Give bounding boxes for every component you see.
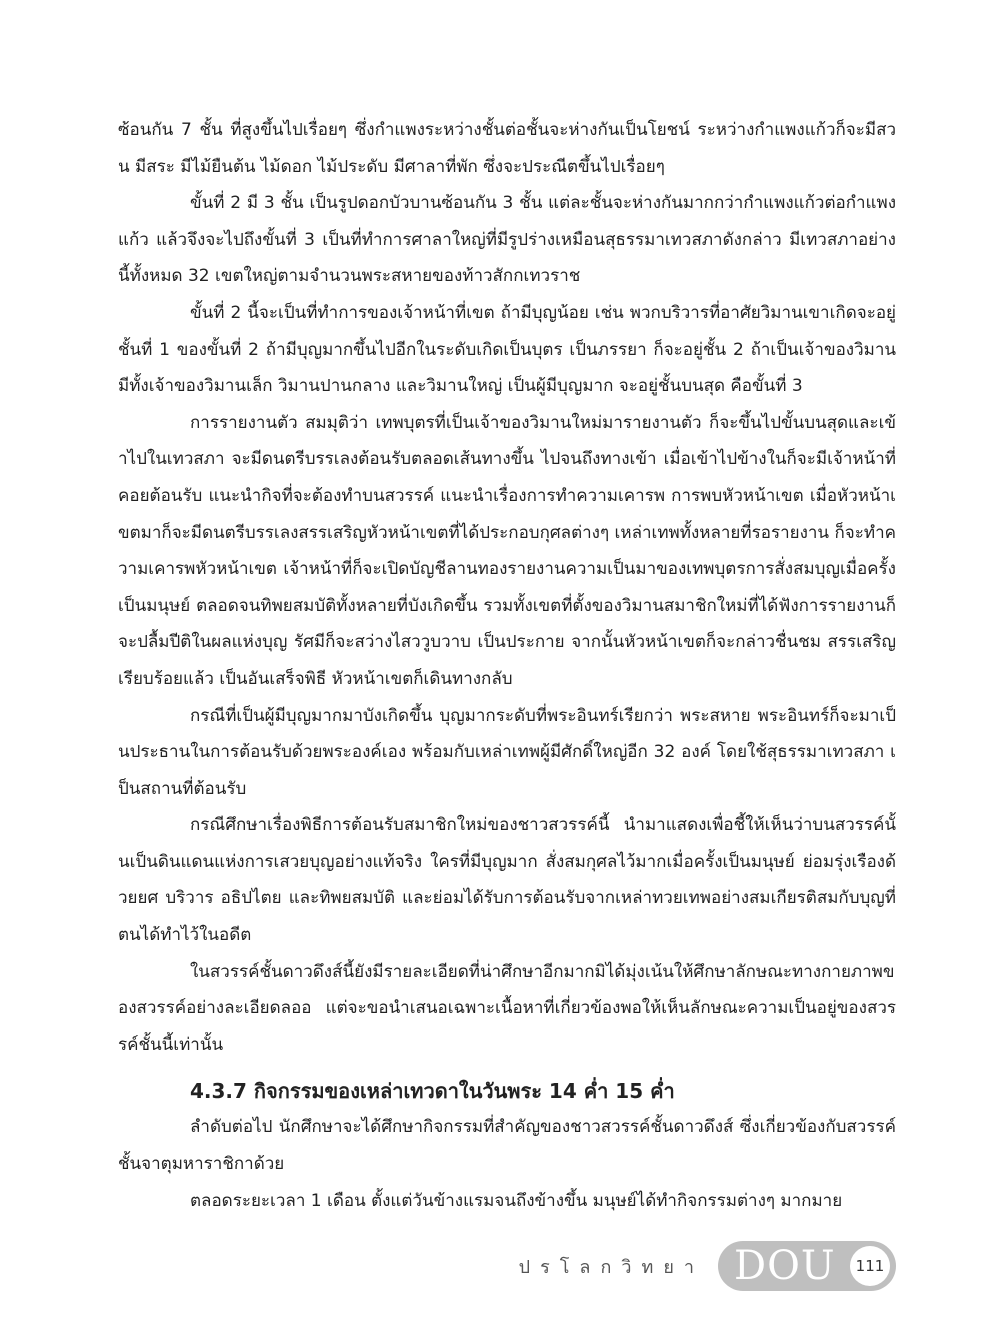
- paragraph-4: การรายงานตัว สมมุติว่า เทพบุตรที่เป็นเจ้าของวิมานใหม่มารายงานตัว ก็จะขึ้นไปขั้นบนสุดและเข้าไปในเทวสภา จะมีดนตรีบรรเลงต้อนรับตลอดเส้นทางขึ้น ไปจนถึงทางเข้า เมื่อเข้าไปข้างในก็จะมีเจ้าหน้าที่คอยต้อนรับ แนะนำกิจที่จะต้องทำบนสวรรค์ แนะนำเรื่องการทำความเคารพ การพบหัวหน้าเขต เมื่อหัวหน้าเขตมาก็จะมีดนตรีบรรเลงสรรเสริญหัวหน้าเขตที่ได้ประกอบกุศลต่างๆ เหล่าเทพทั้งหลายที่รอรายงาน ก็จะทำความเคารพหัวหน้าเขต เจ้าหน้าที่ก็จะเปิดบัญชีลานทองรายงานความเป็นมาของเทพบุตรการสั่งสมบุญเมื่อครั้งเป็นมนุษย์ ตลอดจนทิพยสมบัติทั้งหลายที่บังเกิดขึ้น รวมทั้งเขตที่ตั้งของวิมานสมาชิกใหม่ที่ได้ฟังการรายงานก็จะปลื้มปีติในผลแห่งบุญ รัศมีก็จะสว่างไสววูบวาบ เป็นประกาย จากนั้นหัวหน้าเขตก็จะกล่าวชื่นชม สรรเสริญเรียบร้อยแล้ว เป็นอันเสร็จพิธี หัวหน้าเขตก็เดินทางกลับ: [118, 412, 896, 689]
- paragraph-5: กรณีที่เป็นผู้มีบุญมากมาบังเกิดขึ้น บุญมากระดับที่พระอินทร์เรียกว่า พระสหาย พระอินทร์ก็จะมาเป็นประธานในการต้อนรับด้วยพระองค์เอง พร้อมกับเหล่าเทพผู้มีศักดิ์ใหญ่อีก 32 องค์ โดยใช้สุธรรมาเทวสภา เป็นสถานที่ต้อนรับ: [118, 705, 896, 799]
- paragraph-6: กรณีศึกษาเรื่องพิธีการต้อนรับสมาชิกใหม่ของชาวสวรรค์นี้ นำมาแสดงเพื่อชี้ให้เห็นว่าบนสวรรค์นั้นเป็นดินแดนแห่งการเสวยบุญอย่างแท้จริง ใครที่มีบุญมาก สั่งสมกุศลไว้มากเมื่อครั้งเป็นมนุษย์ ย่อมรุ่งเรืองด้วยยศ บริวาร อธิปไตย และทิพยสมบัติ และย่อมได้รับการต้อนรับจากเหล่าทวยเทพอย่างสมเกียรติสมกับบุญที่ตนได้ทำไว้ในอดีต: [118, 815, 896, 946]
- paragraph-1: ซ้อนกัน 7 ชั้น ที่สูงขึ้นไปเรื่อยๆ ซึ่งกำแพงระหว่างชั้นต่อชั้นจะห่างกันเป็นโยชน์ ระหว่างกำแพงแก้วก็จะมีสวน มีสระ มีไม้ยืนต้น ไม้ดอก ไม้ประดับ มีศาลาที่พัก ซึ่งจะประณีตขึ้นไปเรื่อยๆ: [118, 120, 896, 177]
- page-footer: [519, 1241, 896, 1291]
- page-number: 111: [850, 1246, 890, 1286]
- page-body: [118, 112, 896, 1219]
- paragraph-8: ลำดับต่อไป นักศึกษาจะได้ศึกษากิจกรรมที่สำคัญของชาวสวรรค์ชั้นดาวดึงส์ ซึ่งเกี่ยวข้องกับสวรรค์ชั้นจาตุมหาราชิกาด้วย: [118, 1117, 896, 1175]
- paragraph-3: ขั้นที่ 2 นี้จะเป็นที่ทำการของเจ้าหน้าที่เขต ถ้ามีบุญน้อย เช่น พวกบริวารที่อาศัยวิมานเขาเกิดจะอยู่ชั้นที่ 1 ของขั้นที่ 2 ถ้ามีบุญมากขึ้นไปอีกในระดับเกิดเป็นบุตร เป็นภรรยา ก็จะอยู่ชั้น 2 ถ้าเป็นเจ้าของวิมาน มีทั้งเจ้าของวิมานเล็ก วิมานปานกลาง และวิมานใหญ่ เป็นผู้มีบุญมาก จะอยู่ชั้นบนสุด คือขั้นที่ 3: [118, 302, 896, 397]
- paragraph-9: ตลอดระยะเวลา 1 เดือน ตั้งแต่วันข้างแรมจนถึงข้างขึ้น มนุษย์ได้ทำกิจกรรมต่างๆ มากมาย: [190, 1190, 843, 1211]
- dou-logo: DOU: [734, 1243, 836, 1289]
- course-title: ปรโลกวิทยา: [518, 1256, 704, 1278]
- paragraph-2: ขั้นที่ 2 มี 3 ชั้น เป็นรูปดอกบัวบานซ้อนกัน 3 ชั้น แต่ละชั้นจะห่างกันมากกว่ากำแพงแก้วต่อกำแพงแก้ว แล้วจึงจะไปถึงขั้นที่ 3 เป็นที่ทำการศาลาใหญ่ที่มีรูปร่างเหมือนสุธรรมาเทวสภาดังกล่าว มีเทวสภาอย่างนี้ทั้งหมด 32 เขตใหญ่ตามจำนวนพระสหายของท้าวสักกเทวราช: [118, 193, 896, 287]
- section-heading: 4.3.7 กิจกรรมของเหล่าเทวดาในวันพระ 14 ค่ำ 15 ค่ำ: [190, 1079, 675, 1104]
- paragraph-7: ในสวรรค์ชั้นดาวดึงส์นี้ยังมีรายละเอียดที่น่าศึกษาอีกมากมิได้มุ่งเน้นให้ศึกษาลักษณะทางกายภาพของสวรรค์อย่างละเอียดลออ แต่จะขอนำเสนอเฉพาะเนื้อหาที่เกี่ยวข้องพอให้เห็นลักษณะความเป็นอยู่ของสวรรค์ชั้นนี้เท่านั้น: [118, 961, 896, 1055]
- dou-badge: [718, 1241, 896, 1291]
